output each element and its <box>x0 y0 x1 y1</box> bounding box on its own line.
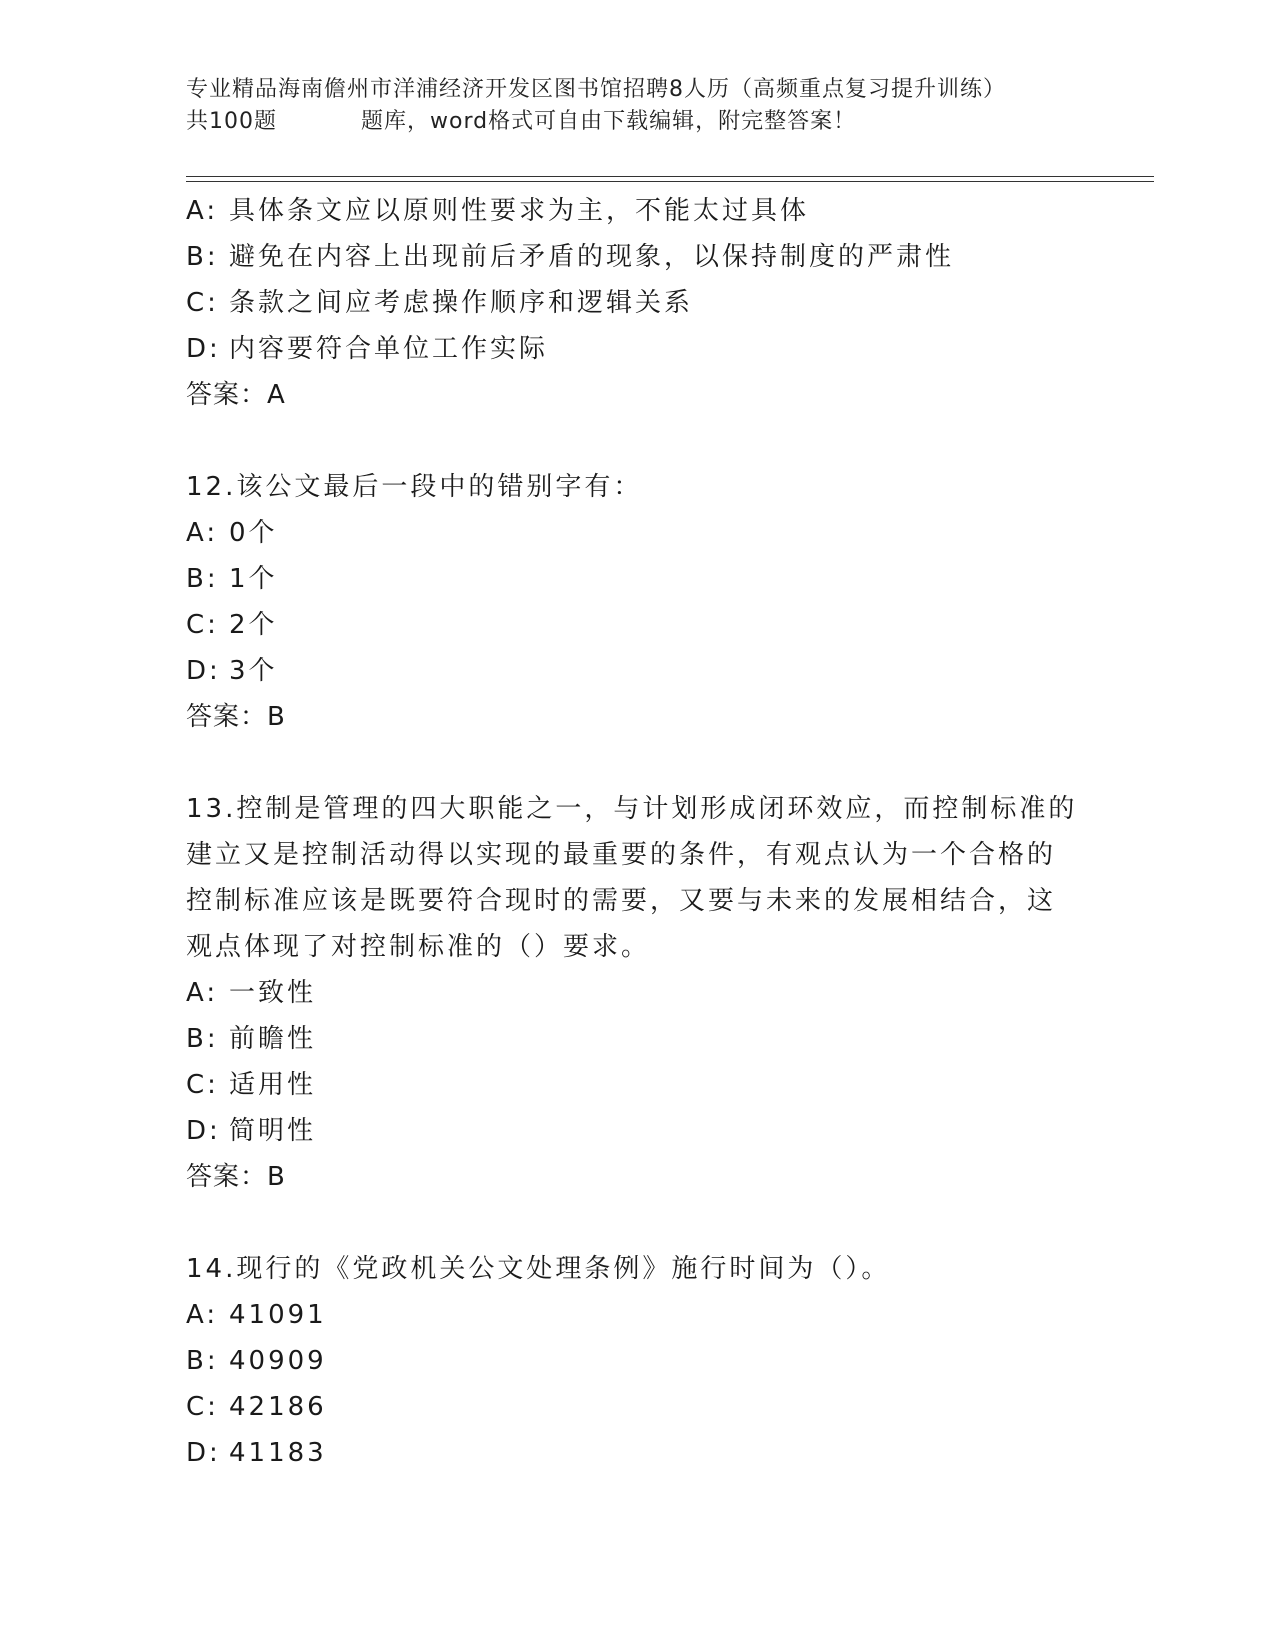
header-divider-bottom <box>186 181 1154 182</box>
option-text: 简明性 <box>229 1116 317 1146</box>
option-text: 2个 <box>229 610 278 640</box>
question-title: 14.现行的《党政机关公文处理条例》施行时间为（）。 <box>186 1254 891 1284</box>
spacer <box>186 740 1106 786</box>
option-text: 一致性 <box>229 978 317 1008</box>
option-text: 避免在内容上出现前后矛盾的现象，以保持制度的严肃性 <box>229 242 955 272</box>
option-c: C: 2个 <box>186 610 278 640</box>
spacer <box>186 1200 1106 1246</box>
question-14 <box>186 1246 1106 1476</box>
question-title: 12.该公文最后一段中的错别字有： <box>186 472 643 502</box>
option-c: C: 条款之间应考虑操作顺序和逻辑关系 <box>186 288 694 318</box>
option-text: 0个 <box>229 518 278 548</box>
option-text: 内容要符合单位工作实际 <box>229 334 549 364</box>
option-text: 前瞻性 <box>229 1024 317 1054</box>
question-13 <box>186 786 1106 1200</box>
option-b: B: 避免在内容上出现前后矛盾的现象，以保持制度的严肃性 <box>186 242 955 272</box>
option-text: 具体条文应以原则性要求为主，不能太过具体 <box>229 196 810 226</box>
answer: 答案：B <box>186 1162 286 1192</box>
option-text: 条款之间应考虑操作顺序和逻辑关系 <box>229 288 694 318</box>
option-text: 3个 <box>229 656 278 686</box>
option-a: A: 具体条文应以原则性要求为主，不能太过具体 <box>186 196 810 226</box>
question-12 <box>186 464 1106 740</box>
header-title: 专业精品海南儋州市洋浦经济开发区图书馆招聘8人历（高频重点复习提升训练） <box>186 77 1006 102</box>
question-11 <box>186 188 1106 418</box>
answer: 答案：B <box>186 702 286 732</box>
option-d: D: 41183 <box>186 1438 327 1468</box>
option-d: D: 内容要符合单位工作实际 <box>186 334 549 364</box>
option-text: 1个 <box>229 564 278 594</box>
option-a: A: 0个 <box>186 518 278 548</box>
option-b: B: 1个 <box>186 564 278 594</box>
header-divider-top <box>186 176 1154 177</box>
document-header <box>186 74 1126 138</box>
question-title: 13.控制是管理的四大职能之一，与计划形成闭环效应，而控制标准的 建立又是控制活动得以实现的最重要的条件，有观点认为一个合格的 控制标准应该是既要符合现时的需要，又要与未来的发展相结合，这 观点体现了对控制标准的（）要求。 <box>186 794 1078 962</box>
option-text: 42186 <box>229 1392 327 1422</box>
header-question-count: 共100题 <box>186 109 277 134</box>
header-subtitle <box>186 106 1126 138</box>
option-text: 41183 <box>229 1438 327 1468</box>
option-a: A: 一致性 <box>186 978 317 1008</box>
question-list <box>186 188 1106 1476</box>
option-b: B: 40909 <box>186 1346 327 1376</box>
option-c: C: 42186 <box>186 1392 327 1422</box>
option-c: C: 适用性 <box>186 1070 317 1100</box>
header-description: 题库，word格式可自由下载编辑，附完整答案！ <box>361 109 857 134</box>
option-text: 40909 <box>229 1346 327 1376</box>
spacer <box>186 418 1106 464</box>
answer: 答案：A <box>186 380 286 410</box>
option-b: B: 前瞻性 <box>186 1024 317 1054</box>
option-a: A: 41091 <box>186 1300 327 1330</box>
option-text: 适用性 <box>229 1070 317 1100</box>
option-d: D: 3个 <box>186 656 278 686</box>
option-text: 41091 <box>229 1300 327 1330</box>
option-d: D: 简明性 <box>186 1116 317 1146</box>
